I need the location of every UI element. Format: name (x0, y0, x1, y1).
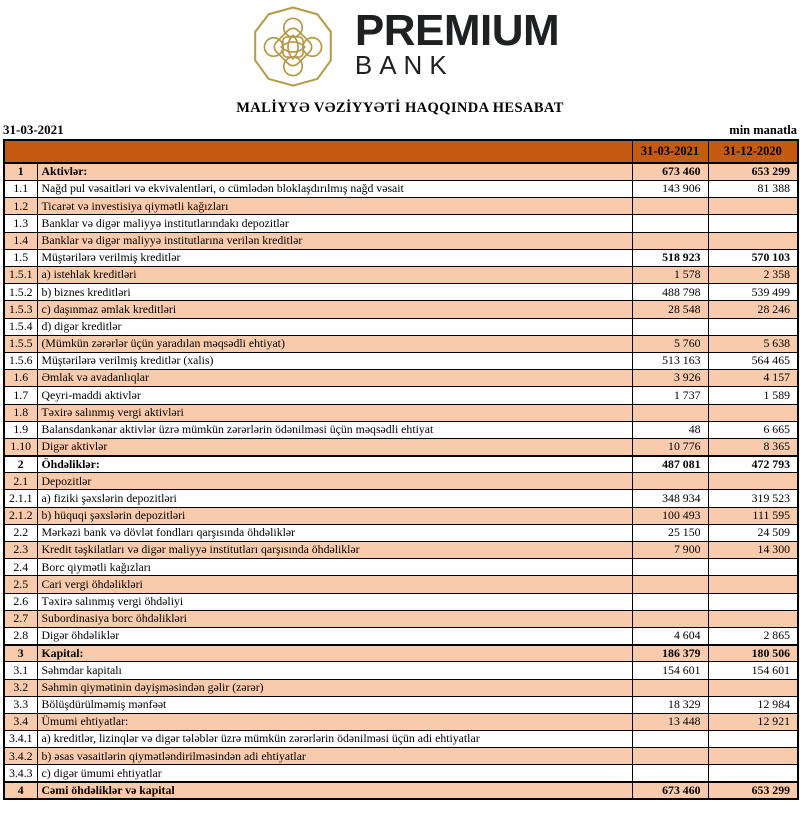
row-value-previous-cell: 5 638 (708, 335, 798, 352)
row-label-cell: Aktivlər: (37, 163, 632, 180)
table-row (4, 163, 798, 180)
row-label-cell: Səhmdar kapitalı (37, 662, 632, 679)
row-number-cell: 2.7 (4, 610, 37, 627)
row-label-cell: b) biznes kreditləri (37, 284, 632, 301)
row-value-current-cell: 5 760 (632, 335, 708, 352)
row-number-cell: 3.3 (4, 696, 37, 713)
row-value-current-cell (632, 731, 708, 748)
row-number-cell: 1.5.3 (4, 301, 37, 318)
row-label-cell: c) daşınmaz əmlak kreditləri (37, 301, 632, 318)
row-label-cell: a) fiziki şəxslərin depozitləri (37, 490, 632, 507)
row-value-current-cell: 487 081 (632, 456, 708, 473)
row-number-cell: 4 (4, 782, 37, 799)
table-row (4, 765, 798, 782)
row-label-cell: Öhdəliklər: (37, 456, 632, 473)
row-label-cell: a) kreditlər, lizinqlər və digər tələblər üzrə mümkün zərərlərin ödənilməsi üçün adi ehtiyatlar (37, 731, 632, 748)
row-value-previous-cell: 2 358 (708, 267, 798, 284)
table-row (4, 284, 798, 301)
table-row (4, 645, 798, 662)
row-number-cell: 1.3 (4, 215, 37, 232)
table-row (4, 370, 798, 387)
row-value-current-cell: 48 (632, 421, 708, 438)
row-value-previous-cell: 12 984 (708, 696, 798, 713)
row-number-cell: 3.4 (4, 713, 37, 730)
table-row (4, 731, 798, 748)
row-label-cell: Əmlak və avadanlıqlar (37, 370, 632, 387)
row-label-cell: d) digər kreditlər (37, 318, 632, 335)
row-value-current-cell: 10 776 (632, 438, 708, 455)
row-number-cell: 2.1.1 (4, 490, 37, 507)
period-column-header-current: 31-03-2021 (632, 140, 708, 163)
row-number-cell: 1 (4, 163, 37, 180)
bank-subname-text: BANK (354, 50, 454, 81)
row-value-current-cell: 7 900 (632, 542, 708, 559)
row-value-previous-cell: 564 465 (708, 352, 798, 369)
row-value-previous-cell (708, 610, 798, 627)
row-value-previous-cell (708, 559, 798, 576)
row-label-cell: Səhmin qiymətinin dəyişməsindən gəlir (zərər) (37, 679, 632, 696)
table-row (4, 456, 798, 473)
table-row (4, 610, 798, 627)
row-number-cell: 3 (4, 645, 37, 662)
row-number-cell: 2.5 (4, 576, 37, 593)
row-label-cell: Nağd pul vəsaitləri və ekvivalentləri, o cümlədən bloklaşdırılmış nağd vəsait (37, 181, 632, 198)
table-row (4, 421, 798, 438)
table-row (4, 627, 798, 644)
table-row (4, 181, 798, 198)
row-number-cell: 2 (4, 456, 37, 473)
row-label-cell: Təxirə salınmış vergi aktivləri (37, 404, 632, 421)
row-number-cell: 1.8 (4, 404, 37, 421)
row-label-cell: Müştərilərə verilmiş kreditlər (xalis) (37, 352, 632, 369)
table-row (4, 335, 798, 352)
row-label-cell: (Mümkün zərərlər üçün yaradılan məqsədli ehtiyat) (37, 335, 632, 352)
row-value-current-cell: 513 163 (632, 352, 708, 369)
row-value-previous-cell: 472 793 (708, 456, 798, 473)
row-value-previous-cell (708, 318, 798, 335)
row-number-cell: 3.4.2 (4, 748, 37, 765)
row-value-current-cell: 18 329 (632, 696, 708, 713)
row-value-current-cell: 186 379 (632, 645, 708, 662)
row-value-previous-cell: 653 299 (708, 163, 798, 180)
table-row (4, 696, 798, 713)
row-value-current-cell (632, 404, 708, 421)
row-label-cell: b) əsas vəsaitlərin qiymətləndirilməsindən adi ehtiyatlar (37, 748, 632, 765)
row-number-cell: 2.1 (4, 473, 37, 490)
row-value-current-cell: 3 926 (632, 370, 708, 387)
row-value-previous-cell (708, 473, 798, 490)
table-row (4, 249, 798, 266)
row-label-cell: Kredit təşkilatları və digər maliyyə institutları qarşısında öhdəliklər (37, 542, 632, 559)
table-row (4, 232, 798, 249)
row-value-previous-cell (708, 198, 798, 215)
table-row (4, 748, 798, 765)
row-value-previous-cell: 319 523 (708, 490, 798, 507)
row-label-cell: Təxirə salınmış vergi öhdəliyi (37, 593, 632, 610)
row-value-current-cell (632, 318, 708, 335)
row-value-previous-cell: 28 246 (708, 301, 798, 318)
row-label-cell: Banklar və digər maliyyə institutlarındakı depozitlər (37, 215, 632, 232)
row-value-current-cell: 4 604 (632, 627, 708, 644)
row-label-cell: b) hüquqi şəxslərin depozitləri (37, 507, 632, 524)
row-label-cell: Balansdankənar aktivlər üzrə mümkün zərərlərin ödənilməsi üçün məqsədli ehtiyat (37, 421, 632, 438)
row-value-previous-cell: 653 299 (708, 782, 798, 799)
row-value-previous-cell: 180 506 (708, 645, 798, 662)
row-number-cell: 3.1 (4, 662, 37, 679)
table-row (4, 404, 798, 421)
row-number-cell: 2.6 (4, 593, 37, 610)
row-value-current-cell: 518 923 (632, 249, 708, 266)
row-value-previous-cell: 570 103 (708, 249, 798, 266)
row-number-cell: 1.1 (4, 181, 37, 198)
row-value-previous-cell (708, 731, 798, 748)
row-number-cell: 3.2 (4, 679, 37, 696)
row-value-current-cell (632, 610, 708, 627)
row-value-previous-cell: 1 589 (708, 387, 798, 404)
row-value-previous-cell: 2 865 (708, 627, 798, 644)
row-value-current-cell (632, 748, 708, 765)
row-value-previous-cell: 111 595 (708, 507, 798, 524)
row-value-current-cell (632, 215, 708, 232)
table-row (4, 679, 798, 696)
row-number-cell: 2.2 (4, 524, 37, 541)
table-row (4, 267, 798, 284)
row-value-current-cell: 1 737 (632, 387, 708, 404)
row-number-cell: 2.1.2 (4, 507, 37, 524)
bank-logo-inner (241, 5, 559, 89)
row-number-cell: 1.7 (4, 387, 37, 404)
row-number-cell: 1.5 (4, 249, 37, 266)
row-value-current-cell: 488 798 (632, 284, 708, 301)
table-row (4, 198, 798, 215)
table-row (4, 782, 798, 799)
row-value-current-cell: 673 460 (632, 163, 708, 180)
row-number-cell: 1.5.1 (4, 267, 37, 284)
row-label-cell: Subordinasiya borc öhdəlikləri (37, 610, 632, 627)
bank-name-text: PREMIUM (354, 6, 560, 55)
row-value-previous-cell: 24 509 (708, 524, 798, 541)
unit-label: min manatla (729, 123, 797, 138)
row-value-current-cell (632, 593, 708, 610)
bank-logo (0, 0, 800, 92)
table-row (4, 387, 798, 404)
row-value-previous-cell: 14 300 (708, 542, 798, 559)
row-number-cell: 1.2 (4, 198, 37, 215)
row-value-previous-cell: 4 157 (708, 370, 798, 387)
row-number-cell: 1.5.6 (4, 352, 37, 369)
row-number-cell: 1.5.4 (4, 318, 37, 335)
row-value-previous-cell (708, 748, 798, 765)
row-value-current-cell: 673 460 (632, 782, 708, 799)
row-label-cell: Cari vergi öhdəlikləri (37, 576, 632, 593)
row-value-current-cell (632, 679, 708, 696)
row-number-cell: 2.3 (4, 542, 37, 559)
row-value-current-cell: 154 601 (632, 662, 708, 679)
row-number-cell: 1.10 (4, 438, 37, 455)
row-label-cell: Ümumi ehtiyatlar: (37, 713, 632, 730)
row-value-current-cell: 100 493 (632, 507, 708, 524)
row-value-previous-cell: 12 921 (708, 713, 798, 730)
row-label-cell: a) istehlak kreditləri (37, 267, 632, 284)
row-number-cell: 1.5.5 (4, 335, 37, 352)
row-label-cell: Digər aktivlər (37, 438, 632, 455)
row-value-current-cell (632, 198, 708, 215)
balance-sheet-table (3, 139, 799, 800)
row-value-previous-cell: 6 665 (708, 421, 798, 438)
table-row (4, 593, 798, 610)
row-value-previous-cell: 539 499 (708, 284, 798, 301)
row-label-cell: Müştərilərə verilmiş kreditlər (37, 249, 632, 266)
table-header-row (4, 140, 798, 163)
row-label-cell: Qeyri-maddi aktivlər (37, 387, 632, 404)
table-row (4, 490, 798, 507)
report-date: 31-03-2021 (3, 122, 64, 138)
row-number-cell: 3.4.1 (4, 731, 37, 748)
page-title: MALİYYƏ VƏZİYYƏTİ HAQQINDA HESABAT (236, 100, 564, 116)
row-value-current-cell: 348 934 (632, 490, 708, 507)
row-label-cell: c) digər ümumi ehtiyatlar (37, 765, 632, 782)
row-value-current-cell: 1 578 (632, 267, 708, 284)
period-column-header-previous: 31-12-2020 (708, 140, 798, 163)
row-value-current-cell (632, 232, 708, 249)
table-row (4, 662, 798, 679)
table-row (4, 352, 798, 369)
row-number-cell: 2.8 (4, 627, 37, 644)
row-label-cell: Bölüşdürülməmiş mənfəət (37, 696, 632, 713)
row-label-cell: Ticarət və investisiya qiymətli kağızları (37, 198, 632, 215)
row-label-cell: Mərkəzi bank və dövlət fondları qarşısında öhdəliklər (37, 524, 632, 541)
table-row (4, 507, 798, 524)
row-value-previous-cell (708, 765, 798, 782)
table-row (4, 301, 798, 318)
row-value-previous-cell (708, 593, 798, 610)
row-value-previous-cell: 81 388 (708, 181, 798, 198)
row-number-cell: 1.5.2 (4, 284, 37, 301)
row-label-cell: Depozitlər (37, 473, 632, 490)
row-value-current-cell: 13 448 (632, 713, 708, 730)
row-value-previous-cell: 8 365 (708, 438, 798, 455)
row-number-cell: 3.4.3 (4, 765, 37, 782)
row-label-cell: Cəmi öhdəliklər və kapital (37, 782, 632, 799)
header-empty-cell (4, 140, 632, 163)
table-row (4, 438, 798, 455)
row-value-current-cell (632, 473, 708, 490)
table-row (4, 713, 798, 730)
row-value-current-cell (632, 765, 708, 782)
balance-sheet-rows (4, 163, 798, 799)
row-label-cell: Kapital: (37, 645, 632, 662)
bank-knot-emblem-icon (241, 5, 345, 89)
row-value-current-cell (632, 576, 708, 593)
row-value-previous-cell (708, 404, 798, 421)
row-value-previous-cell (708, 215, 798, 232)
table-row (4, 576, 798, 593)
row-value-previous-cell (708, 232, 798, 249)
meta-row (0, 120, 800, 139)
row-value-previous-cell (708, 679, 798, 696)
table-row (4, 318, 798, 335)
table-row (4, 524, 798, 541)
row-label-cell: Banklar və digər maliyyə institutlarına verilən kreditlər (37, 232, 632, 249)
row-number-cell: 2.4 (4, 559, 37, 576)
row-label-cell: Borc qiymətli kağızları (37, 559, 632, 576)
row-value-current-cell: 25 150 (632, 524, 708, 541)
row-number-cell: 1.6 (4, 370, 37, 387)
row-value-current-cell (632, 559, 708, 576)
row-value-current-cell: 28 548 (632, 301, 708, 318)
row-value-previous-cell: 154 601 (708, 662, 798, 679)
row-label-cell: Digər öhdəliklər (37, 627, 632, 644)
table-row (4, 559, 798, 576)
table-row (4, 542, 798, 559)
row-number-cell: 1.4 (4, 232, 37, 249)
table-row (4, 473, 798, 490)
row-number-cell: 1.9 (4, 421, 37, 438)
row-value-previous-cell (708, 576, 798, 593)
row-value-current-cell: 143 906 (632, 181, 708, 198)
table-row (4, 215, 798, 232)
bank-wordmark (355, 5, 559, 79)
